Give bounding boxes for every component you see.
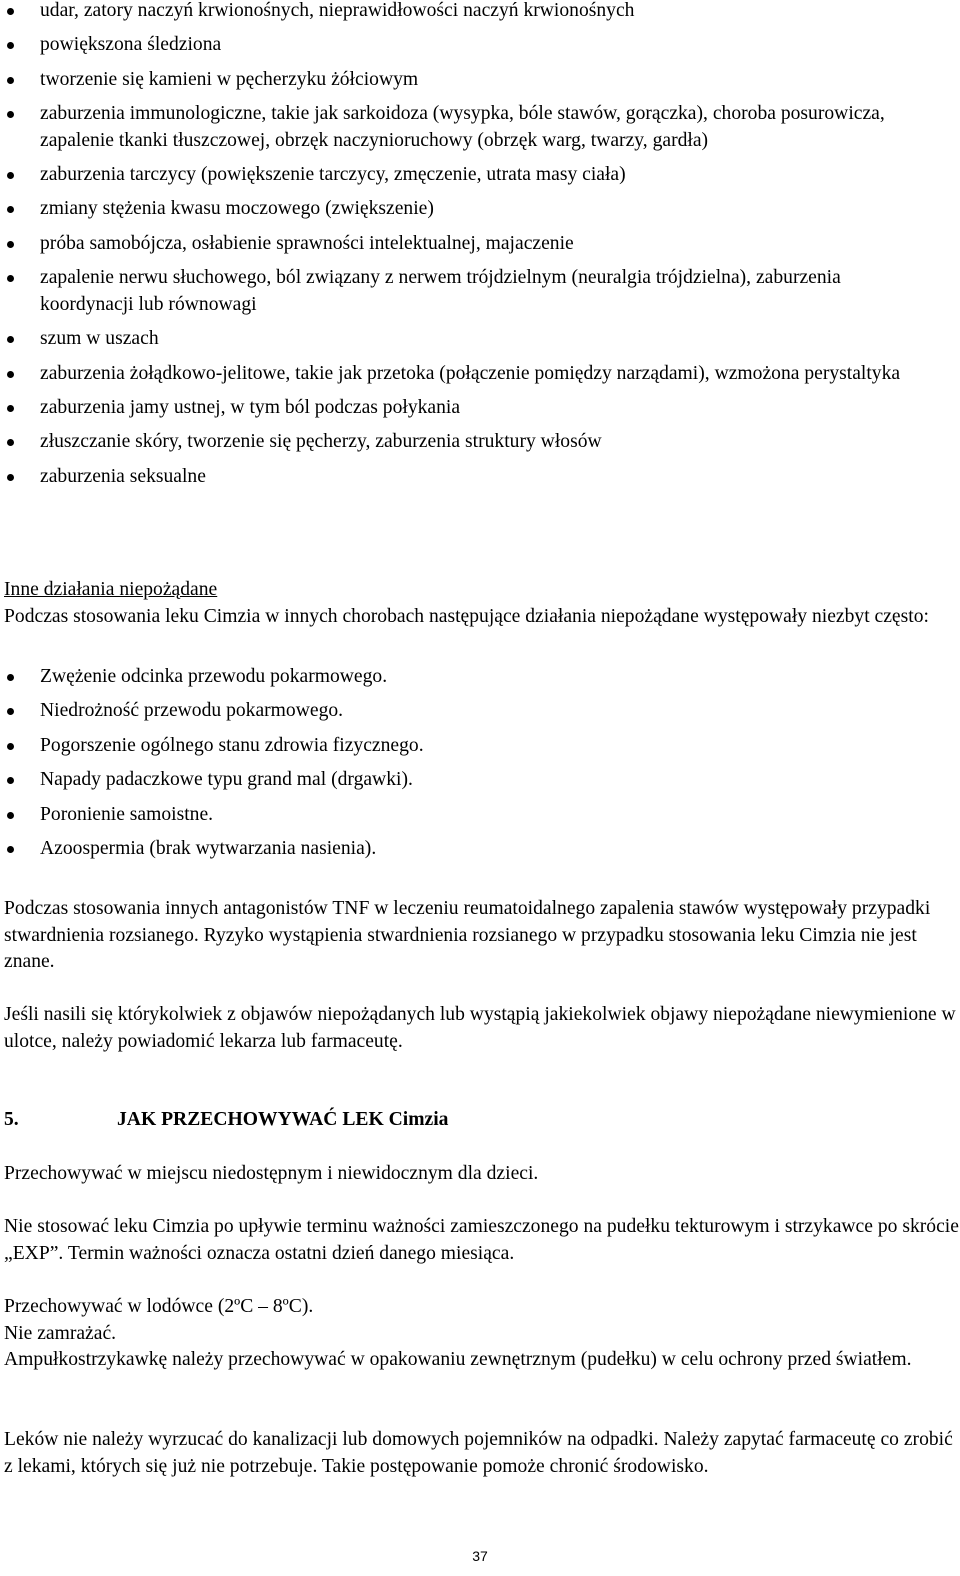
list-item: Zwężenie odcinka przewodu pokarmowego. bbox=[1, 664, 931, 691]
list-item: zmiany stężenia kwasu moczowego (zwiększenie) bbox=[1, 196, 931, 223]
section-heading bbox=[4, 1107, 448, 1134]
report-paragraph: Jeśli nasili się którykolwiek z objawów niepożądanych lub wystąpią jakiekolwiek objawy niepożądane niewymienione w ulotce, należy powiadomić lekarza lub farmaceutę. bbox=[4, 1004, 956, 1052]
storage-paragraph-1: Przechowywać w miejscu niedostępnym i niewidocznym dla dzieci. bbox=[4, 1163, 539, 1184]
list-item: zapalenie nerwu słuchowego, ból związany z nerwem trójdzielnym (neuralgia trójdzielna), zaburzenia koordynacji lub równowagi bbox=[1, 265, 931, 318]
page-number: 37 bbox=[472, 1548, 488, 1564]
list-item: udar, zatory naczyń krwionośnych, nieprawidłowości naczyń krwionośnych bbox=[1, 0, 931, 25]
list-item: zaburzenia żołądkowo-jelitowe, takie jak przetoka (połączenie pomiędzy narządami), wzmożona perystaltyka bbox=[1, 361, 931, 388]
storage-paragraph-2: Nie stosować leku Cimzia po upływie terminu ważności zamieszczonego na pudełku tekturowym i strzykawce po skrócie „EXP”. Termin ważności oznacza ostatni dzień danego miesiąca. bbox=[4, 1216, 959, 1264]
list-item: powiększona śledziona bbox=[1, 32, 931, 59]
list-item: złuszczanie skóry, tworzenie się pęcherzy, zaburzenia struktury włosów bbox=[1, 429, 931, 456]
list-item: zaburzenia seksualne bbox=[1, 464, 931, 491]
list-item: Azoospermia (brak wytwarzania nasienia). bbox=[1, 836, 931, 863]
storage-temperature-line: Przechowywać w lodówce (2ºC – 8ºC). bbox=[4, 1296, 314, 1317]
other-effects-list bbox=[1, 664, 931, 870]
list-item: Pogorszenie ogólnego stanu zdrowia fizycznego. bbox=[1, 733, 931, 760]
list-item: próba samobójcza, osłabienie sprawności intelektualnej, majaczenie bbox=[1, 231, 931, 258]
other-effects-intro: Podczas stosowania leku Cimzia w innych chorobach następujące działania niepożądane występowały niezbyt często: bbox=[4, 606, 929, 627]
section-number: 5. bbox=[4, 1109, 19, 1130]
storage-paragraph-3 bbox=[4, 1294, 959, 1374]
storage-freeze-line: Nie zamrażać. bbox=[4, 1322, 117, 1344]
list-item: Poronienie samoistne. bbox=[1, 802, 931, 829]
list-item: Niedrożność przewodu pokarmowego. bbox=[1, 698, 931, 725]
tnf-paragraph: Podczas stosowania innych antagonistów TNF w leczeniu reumatoidalnego zapalenia stawów występowały przypadki stwardnienia rozsianego. Ryzyko wystąpienia stwardnienia rozsianego w przypadku stosowania leku Cimzia nie jest znane. bbox=[4, 898, 931, 972]
list-item: zaburzenia tarczycy (powiększenie tarczycy, zmęczenie, utrata masy ciała) bbox=[1, 162, 931, 189]
side-effects-list bbox=[1, 0, 931, 498]
list-item: tworzenie się kamieni w pęcherzyku żółciowym bbox=[1, 67, 931, 94]
section-title: JAK PRZECHOWYWAĆ LEK Cimzia bbox=[117, 1109, 449, 1130]
list-item: zaburzenia jamy ustnej, w tym ból podczas połykania bbox=[1, 395, 931, 422]
list-item: zaburzenia immunologiczne, takie jak sarkoidoza (wysypka, bóle stawów, gorączka), choroba posurowicza, zapalenie tkanki tłuszczowej, obrzęk naczynioruchowy (obrzęk warg, twarzy, gardła) bbox=[1, 101, 931, 154]
list-item: Napady padaczkowe typu grand mal (drgawki). bbox=[1, 767, 931, 794]
other-effects-heading: Inne działania niepożądane bbox=[4, 579, 218, 600]
list-item: szum w uszach bbox=[1, 326, 931, 353]
storage-light-line: Ampułkostrzykawkę należy przechowywać w opakowaniu zewnętrznym (pudełku) w celu ochrony przed światłem. bbox=[4, 1349, 912, 1370]
storage-paragraph-4: Leków nie należy wyrzucać do kanalizacji lub domowych pojemników na odpadki. Należy zapytać farmaceutę co zrobić z lekami, których się już nie potrzebuje. Takie postępowanie pomoże chronić środowisko. bbox=[4, 1429, 953, 1477]
